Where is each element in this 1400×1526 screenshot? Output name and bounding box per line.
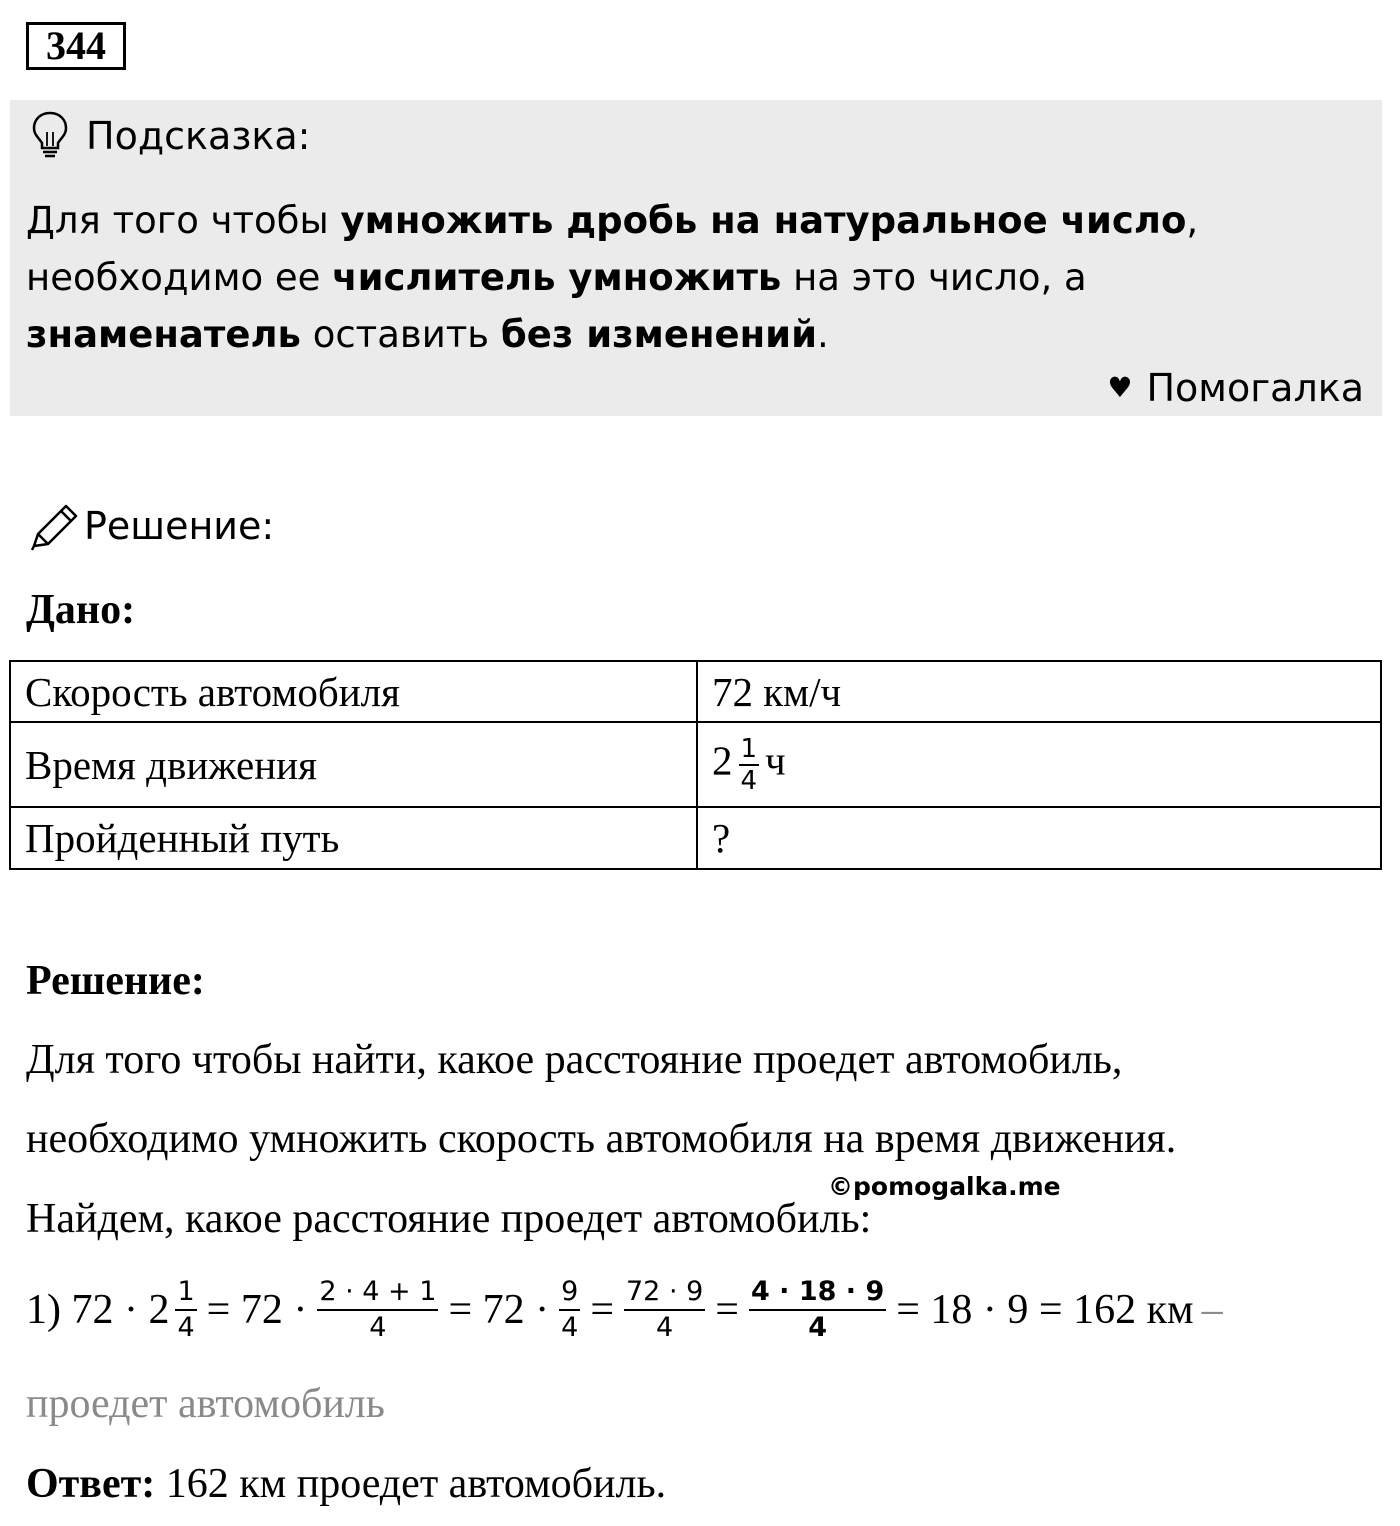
formula-fraction-4 <box>624 1275 705 1345</box>
solution-paragraph-line-1: Для того чтобы найти, какое расстояние проедет автомобиль, <box>26 1037 1123 1083</box>
hint-text-fragment: оставить <box>300 313 501 356</box>
hint-text <box>26 192 1372 363</box>
heart-icon: ♥ <box>1107 371 1133 404</box>
hint-title: Подсказка: <box>86 114 311 158</box>
fraction-denominator: 4 <box>369 1312 387 1343</box>
table-row <box>10 661 1381 722</box>
answer-text: 162 км проедет автомобиль. <box>165 1461 667 1507</box>
hint-text-bold: числитель умножить <box>332 256 782 299</box>
hint-text-bold: умножить дробь на натуральное число <box>340 199 1187 242</box>
given-name-cell: Время движения <box>10 722 697 807</box>
fraction-numerator: 4 · 18 · 9 <box>749 1275 886 1311</box>
solution-paragraph-2: Найдем, какое расстояние проедет автомобиль: <box>26 1196 872 1242</box>
table-row <box>10 807 1381 869</box>
table-row <box>10 722 1381 807</box>
brand-signature <box>1107 364 1364 416</box>
fraction-numerator: 2 · 4 + 1 <box>317 1275 438 1311</box>
fraction-numerator: 72 · 9 <box>624 1275 705 1311</box>
time-fraction <box>739 734 760 796</box>
formula-operator: = 72 · <box>206 1287 308 1333</box>
fraction-numerator: 1 <box>740 733 758 764</box>
given-name-cell: Скорость автомобиля <box>10 661 697 722</box>
hint-text-fragment: Для того чтобы <box>26 199 341 242</box>
formula-result: = 18 · 9 = 162 км <box>896 1287 1194 1333</box>
time-whole: 2 <box>712 736 733 783</box>
formula-start: 1) 72 · 2 <box>26 1287 170 1333</box>
hint-text-fragment: на это число, а <box>781 256 1087 299</box>
formula-fraction-3 <box>559 1275 580 1345</box>
hint-text-bold: без изменений <box>500 313 818 356</box>
hint-text-fragment: , необходимо ее <box>26 199 1199 299</box>
hint-panel <box>10 100 1382 416</box>
lightbulb-icon <box>30 110 70 160</box>
answer-line <box>26 1458 666 1510</box>
formula-continuation: проедет автомобиль <box>26 1381 385 1427</box>
fraction-denominator: 4 <box>561 1312 579 1343</box>
formula-dash: – <box>1201 1287 1223 1333</box>
formula-operator: = <box>715 1287 739 1333</box>
pencil-icon <box>28 502 80 552</box>
formula-fraction-2 <box>317 1275 438 1345</box>
formula-operator: = <box>590 1287 614 1333</box>
solution-formula <box>26 1270 1227 1350</box>
watermark: ©pomogalka.me <box>828 1172 1061 1201</box>
hint-text-bold: знаменатель <box>26 313 301 356</box>
given-value-cell <box>697 722 1381 807</box>
fraction-denominator: 4 <box>740 765 758 796</box>
time-unit: ч <box>765 736 786 783</box>
solution-header-title: Решение: <box>84 504 275 548</box>
fraction-denominator: 4 <box>656 1312 674 1343</box>
formula-fraction-5 <box>749 1275 886 1345</box>
fraction-numerator: 1 <box>175 1275 196 1311</box>
given-label: Дано: <box>26 587 136 633</box>
hint-text-fragment: . <box>817 313 829 356</box>
fraction-denominator: 4 <box>177 1312 195 1343</box>
fraction-numerator: 9 <box>559 1275 580 1311</box>
formula-operator: = 72 · <box>448 1287 550 1333</box>
formula-fraction-1 <box>175 1275 196 1345</box>
given-table <box>9 660 1382 870</box>
fraction-denominator: 4 <box>808 1312 828 1343</box>
brand-label: Помогалка <box>1146 366 1364 410</box>
problem-number: 344 <box>26 22 126 70</box>
given-name-cell: Пройденный путь <box>10 807 697 869</box>
given-value-cell: 72 км/ч <box>697 661 1381 722</box>
solution-paragraph-line-2: необходимо умножить скорость автомобиля на время движения. <box>26 1116 1177 1162</box>
solution-label: Решение: <box>26 958 205 1004</box>
given-value-cell: ? <box>697 807 1381 869</box>
answer-label: Ответ: <box>26 1461 156 1507</box>
